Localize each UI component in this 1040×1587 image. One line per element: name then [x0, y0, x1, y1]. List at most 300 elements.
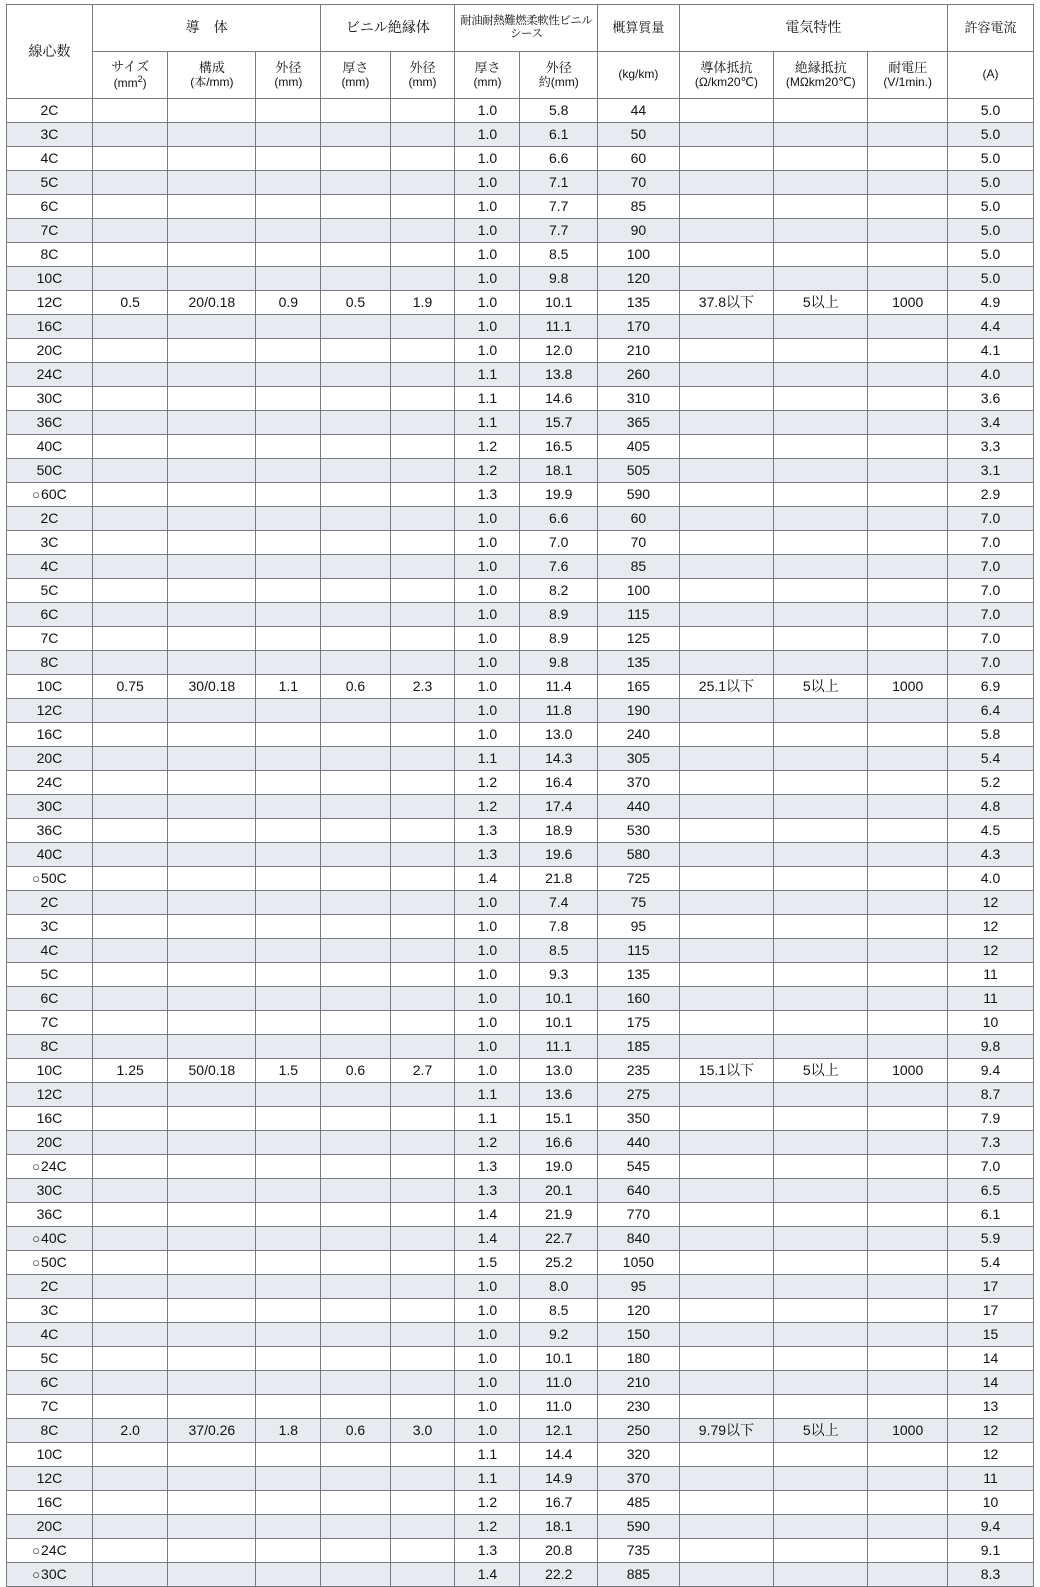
table-row — [7, 1515, 1034, 1539]
cell-sheath-thickness: 1.0 — [455, 579, 520, 603]
cell-sheath-outer-diameter: 21.9 — [520, 1203, 598, 1227]
cell-core-count — [7, 1227, 93, 1251]
cell-conductor-construction — [168, 99, 256, 123]
cell-insulation-resistance — [774, 123, 868, 147]
cell-conductor-construction — [168, 723, 256, 747]
circle-mark-icon: ○ — [32, 1542, 41, 1558]
cell-sheath-thickness: 1.0 — [455, 1323, 520, 1347]
cell-sheath-thickness: 1.0 — [455, 651, 520, 675]
cell-withstand-voltage — [868, 1179, 948, 1203]
cell-sheath-outer-diameter: 6.6 — [520, 147, 598, 171]
core-count-value: 5C — [40, 1349, 59, 1366]
cell-conductor-construction — [168, 1539, 256, 1563]
table-body — [7, 99, 1034, 1587]
cell-insulation-resistance — [774, 1203, 868, 1227]
header-mass-label: 概算質量 — [612, 19, 665, 35]
cell-sheath-outer-diameter: 17.4 — [520, 795, 598, 819]
cell-conductor-construction — [168, 915, 256, 939]
cell-conductor-construction: 37/0.26 — [168, 1419, 256, 1443]
cell-insulation-resistance — [774, 795, 868, 819]
cell-insulation-resistance — [774, 1347, 868, 1371]
header-group-electrical: 電気特性 — [679, 5, 947, 52]
cell-conductor-size — [92, 555, 167, 579]
table-row — [7, 555, 1034, 579]
cell-insulation-thickness — [321, 1491, 390, 1515]
cell-conductor-resistance: 37.8以下 — [679, 291, 773, 315]
cell-conductor-construction: 20/0.18 — [168, 291, 256, 315]
cell-conductor-resistance — [679, 867, 773, 891]
cell-sheath-thickness: 1.0 — [455, 675, 520, 699]
circle-mark-icon: ○ — [32, 1230, 41, 1246]
cell-conductor-size — [92, 771, 167, 795]
cell-conductor-construction: 30/0.18 — [168, 675, 256, 699]
header-size-label: サイズ — [111, 58, 150, 74]
cell-conductor-outer-diameter — [256, 1371, 321, 1395]
header-construction-label: 構成 — [198, 60, 225, 75]
cell-ampacity: 4.5 — [948, 819, 1034, 843]
cell-withstand-voltage — [868, 507, 948, 531]
table-row — [7, 843, 1034, 867]
cell-sheath-thickness: 1.2 — [455, 771, 520, 795]
cell-core-count — [7, 603, 93, 627]
table-row — [7, 699, 1034, 723]
cell-conductor-size — [92, 459, 167, 483]
cell-conductor-construction — [168, 747, 256, 771]
cell-ampacity: 9.1 — [948, 1539, 1034, 1563]
cell-insulation-thickness — [321, 1323, 390, 1347]
cell-insulation-thickness — [321, 603, 390, 627]
cell-insulation-thickness — [321, 459, 390, 483]
cell-conductor-size — [92, 795, 167, 819]
cell-withstand-voltage — [868, 723, 948, 747]
cell-ampacity: 4.8 — [948, 795, 1034, 819]
cell-sheath-outer-diameter: 7.0 — [520, 531, 598, 555]
cell-core-count — [7, 1011, 93, 1035]
cell-insulation-resistance — [774, 1515, 868, 1539]
cell-conductor-outer-diameter — [256, 267, 321, 291]
cell-ampacity: 7.0 — [948, 531, 1034, 555]
cell-conductor-outer-diameter — [256, 1539, 321, 1563]
cell-sheath-thickness: 1.0 — [455, 987, 520, 1011]
cell-conductor-outer-diameter — [256, 747, 321, 771]
cell-conductor-size: 0.5 — [92, 291, 167, 315]
cell-insulation-resistance — [774, 723, 868, 747]
cell-ampacity: 9.4 — [948, 1515, 1034, 1539]
table-row — [7, 459, 1034, 483]
cell-ampacity: 7.3 — [948, 1131, 1034, 1155]
cell-insulation-outer-diameter — [390, 123, 455, 147]
cell-insulation-resistance — [774, 819, 868, 843]
cell-insulation-outer-diameter — [390, 1131, 455, 1155]
cell-insulation-outer-diameter — [390, 1371, 455, 1395]
cell-sheath-thickness: 1.1 — [455, 1107, 520, 1131]
header-mass-unit-cell — [598, 52, 680, 99]
core-count-value: 30C — [36, 1181, 63, 1198]
cell-sheath-thickness: 1.0 — [455, 555, 520, 579]
core-count-value: 36C — [36, 1205, 63, 1222]
cell-conductor-size — [92, 1371, 167, 1395]
cell-ampacity: 14 — [948, 1371, 1034, 1395]
cell-sheath-thickness: 1.0 — [455, 603, 520, 627]
cell-insulation-resistance: 5以上 — [774, 1059, 868, 1083]
cell-insulation-outer-diameter — [390, 1275, 455, 1299]
cell-sheath-thickness: 1.0 — [455, 627, 520, 651]
cell-sheath-outer-diameter: 12.1 — [520, 1419, 598, 1443]
cell-withstand-voltage — [868, 1515, 948, 1539]
core-count-value: 30C — [36, 389, 63, 406]
core-count-value: 20C — [36, 1133, 63, 1150]
core-count-value: 4C — [40, 149, 59, 166]
table-row — [7, 1107, 1034, 1131]
cell-conductor-outer-diameter — [256, 339, 321, 363]
cell-insulation-outer-diameter — [390, 1035, 455, 1059]
cell-sheath-thickness: 1.5 — [455, 1251, 520, 1275]
cell-approx-mass: 440 — [598, 1131, 680, 1155]
cell-conductor-resistance: 9.79以下 — [679, 1419, 773, 1443]
header-conductor-construction — [168, 52, 256, 99]
header-ins-od-unit: (mm) — [408, 74, 437, 89]
cell-conductor-resistance — [679, 1083, 773, 1107]
header-mass-unit: (kg/km) — [618, 67, 659, 82]
core-count-value: 30C — [36, 797, 63, 814]
cell-insulation-outer-diameter — [390, 699, 455, 723]
cell-insulation-thickness — [321, 579, 390, 603]
cell-conductor-resistance — [679, 1179, 773, 1203]
cell-ampacity: 11 — [948, 1467, 1034, 1491]
cell-conductor-outer-diameter — [256, 963, 321, 987]
cell-conductor-outer-diameter — [256, 459, 321, 483]
cell-conductor-resistance — [679, 579, 773, 603]
cell-insulation-resistance — [774, 531, 868, 555]
cell-conductor-outer-diameter — [256, 1131, 321, 1155]
header-conductor-od-label: 外径 — [275, 60, 302, 75]
cell-insulation-resistance — [774, 939, 868, 963]
table-row — [7, 1419, 1034, 1443]
core-count-value: 12C — [36, 1085, 63, 1102]
cell-sheath-outer-diameter: 8.5 — [520, 1299, 598, 1323]
core-count-value: 8C — [40, 653, 59, 670]
cell-approx-mass: 545 — [598, 1155, 680, 1179]
header-sheath-thick-label: 厚さ — [474, 60, 501, 75]
cell-withstand-voltage — [868, 747, 948, 771]
cell-insulation-outer-diameter — [390, 1011, 455, 1035]
cell-withstand-voltage — [868, 555, 948, 579]
cell-insulation-outer-diameter — [390, 459, 455, 483]
core-count-value: 36C — [36, 821, 63, 838]
cell-sheath-thickness: 1.1 — [455, 1083, 520, 1107]
cell-sheath-thickness: 1.0 — [455, 1371, 520, 1395]
header-sheath-od — [520, 52, 598, 99]
cell-conductor-resistance — [679, 267, 773, 291]
cell-insulation-resistance — [774, 579, 868, 603]
cell-insulation-resistance — [774, 987, 868, 1011]
cell-conductor-size — [92, 1203, 167, 1227]
cell-approx-mass: 85 — [598, 195, 680, 219]
cell-conductor-construction — [168, 555, 256, 579]
cell-insulation-resistance — [774, 363, 868, 387]
cell-conductor-outer-diameter — [256, 387, 321, 411]
cell-insulation-resistance — [774, 315, 868, 339]
cell-approx-mass: 350 — [598, 1107, 680, 1131]
core-count-value: 5C — [40, 173, 59, 190]
cell-core-count — [7, 243, 93, 267]
cell-insulation-resistance — [774, 627, 868, 651]
cell-insulation-thickness — [321, 843, 390, 867]
table-row — [7, 1131, 1034, 1155]
table-row — [7, 1251, 1034, 1275]
cell-insulation-thickness — [321, 1035, 390, 1059]
cell-conductor-size — [92, 699, 167, 723]
cell-conductor-construction — [168, 771, 256, 795]
cell-withstand-voltage — [868, 1083, 948, 1107]
cell-approx-mass: 770 — [598, 1203, 680, 1227]
cell-approx-mass: 840 — [598, 1227, 680, 1251]
header-sheath-thick-unit: (mm) — [473, 74, 502, 89]
table-row — [7, 1395, 1034, 1419]
cell-core-count — [7, 531, 93, 555]
cell-insulation-outer-diameter — [390, 1155, 455, 1179]
cell-conductor-outer-diameter — [256, 1011, 321, 1035]
table-row — [7, 747, 1034, 771]
cell-core-count — [7, 1107, 93, 1131]
cell-withstand-voltage — [868, 411, 948, 435]
cell-withstand-voltage — [868, 1299, 948, 1323]
core-count-value: 3C — [40, 917, 59, 934]
cell-conductor-size — [92, 123, 167, 147]
cell-core-count — [7, 1155, 93, 1179]
cell-withstand-voltage — [868, 1371, 948, 1395]
cell-conductor-construction — [168, 459, 256, 483]
cell-conductor-outer-diameter — [256, 1323, 321, 1347]
cell-insulation-outer-diameter — [390, 915, 455, 939]
cell-ampacity: 5.4 — [948, 1251, 1034, 1275]
cell-conductor-size — [92, 1395, 167, 1419]
cell-conductor-resistance — [679, 1371, 773, 1395]
cell-conductor-size — [92, 1563, 167, 1587]
cell-insulation-outer-diameter — [390, 99, 455, 123]
cell-core-count — [7, 747, 93, 771]
cell-conductor-resistance: 15.1以下 — [679, 1059, 773, 1083]
table-row — [7, 291, 1034, 315]
cell-approx-mass: 60 — [598, 147, 680, 171]
cell-insulation-outer-diameter — [390, 1563, 455, 1587]
table-row — [7, 1155, 1034, 1179]
header-conductor-size — [92, 52, 167, 99]
cell-approx-mass: 100 — [598, 243, 680, 267]
cell-ampacity: 5.0 — [948, 99, 1034, 123]
cell-conductor-construction — [168, 363, 256, 387]
cell-approx-mass: 70 — [598, 171, 680, 195]
cell-insulation-resistance — [774, 1107, 868, 1131]
table-row — [7, 1179, 1034, 1203]
core-count-value: 16C — [36, 1109, 63, 1126]
cell-approx-mass: 405 — [598, 435, 680, 459]
cell-withstand-voltage — [868, 147, 948, 171]
cell-ampacity: 9.8 — [948, 1035, 1034, 1059]
core-count-value: 3C — [40, 1301, 59, 1318]
cell-sheath-thickness: 1.0 — [455, 939, 520, 963]
cell-conductor-construction — [168, 483, 256, 507]
cell-conductor-outer-diameter: 1.5 — [256, 1059, 321, 1083]
cell-core-count — [7, 1131, 93, 1155]
cell-approx-mass: 160 — [598, 987, 680, 1011]
cell-conductor-resistance — [679, 627, 773, 651]
cell-conductor-outer-diameter — [256, 243, 321, 267]
cell-conductor-size — [92, 1131, 167, 1155]
core-count-value: 16C — [36, 1493, 63, 1510]
cell-sheath-thickness: 1.0 — [455, 1347, 520, 1371]
cell-sheath-thickness: 1.2 — [455, 1491, 520, 1515]
cell-insulation-thickness — [321, 483, 390, 507]
cell-insulation-outer-diameter — [390, 195, 455, 219]
cell-conductor-size — [92, 531, 167, 555]
cell-sheath-outer-diameter: 6.1 — [520, 123, 598, 147]
cell-conductor-construction — [168, 1371, 256, 1395]
header-insulation-od — [390, 52, 455, 99]
cell-conductor-size — [92, 171, 167, 195]
cell-insulation-thickness — [321, 987, 390, 1011]
cell-conductor-resistance — [679, 1251, 773, 1275]
cell-ampacity: 14 — [948, 1347, 1034, 1371]
cell-sheath-outer-diameter: 20.1 — [520, 1179, 598, 1203]
cell-conductor-construction — [168, 939, 256, 963]
cell-conductor-outer-diameter — [256, 987, 321, 1011]
cell-insulation-thickness — [321, 387, 390, 411]
cell-ampacity: 5.0 — [948, 195, 1034, 219]
cell-sheath-outer-diameter: 9.2 — [520, 1323, 598, 1347]
cell-conductor-construction — [168, 243, 256, 267]
cell-insulation-resistance: 5以上 — [774, 675, 868, 699]
cell-conductor-size: 1.25 — [92, 1059, 167, 1083]
cell-sheath-outer-diameter: 18.9 — [520, 819, 598, 843]
table-row — [7, 1227, 1034, 1251]
cell-insulation-outer-diameter — [390, 819, 455, 843]
cell-sheath-outer-diameter: 7.7 — [520, 195, 598, 219]
cell-sheath-outer-diameter: 14.6 — [520, 387, 598, 411]
cell-sheath-outer-diameter: 15.1 — [520, 1107, 598, 1131]
cell-conductor-size — [92, 1299, 167, 1323]
cell-insulation-thickness — [321, 363, 390, 387]
cell-sheath-outer-diameter: 13.8 — [520, 363, 598, 387]
core-count-value: 50C — [41, 1253, 67, 1270]
cell-insulation-outer-diameter — [390, 963, 455, 987]
cell-withstand-voltage — [868, 771, 948, 795]
table-row — [7, 651, 1034, 675]
cell-conductor-resistance — [679, 1443, 773, 1467]
core-count-value: 2C — [40, 101, 59, 118]
cell-core-count — [7, 1347, 93, 1371]
cell-withstand-voltage — [868, 267, 948, 291]
cell-sheath-thickness: 1.0 — [455, 339, 520, 363]
cell-withstand-voltage — [868, 1155, 948, 1179]
cell-ampacity: 9.4 — [948, 1059, 1034, 1083]
cell-conductor-resistance — [679, 219, 773, 243]
cell-ampacity: 5.4 — [948, 747, 1034, 771]
header-core-count: 線心数 — [7, 5, 93, 99]
cell-conductor-construction — [168, 891, 256, 915]
cell-insulation-outer-diameter — [390, 339, 455, 363]
cell-conductor-construction — [168, 1179, 256, 1203]
table-row — [7, 219, 1034, 243]
cell-insulation-thickness — [321, 1131, 390, 1155]
cell-conductor-construction — [168, 123, 256, 147]
cell-core-count — [7, 579, 93, 603]
table-row — [7, 1011, 1034, 1035]
cell-conductor-outer-diameter — [256, 507, 321, 531]
cell-approx-mass: 190 — [598, 699, 680, 723]
cell-insulation-thickness — [321, 699, 390, 723]
cell-approx-mass: 70 — [598, 531, 680, 555]
cell-conductor-outer-diameter — [256, 1395, 321, 1419]
cell-ampacity: 5.0 — [948, 267, 1034, 291]
cell-insulation-outer-diameter — [390, 867, 455, 891]
table-row — [7, 315, 1034, 339]
cell-insulation-resistance — [774, 459, 868, 483]
cell-core-count — [7, 459, 93, 483]
cell-conductor-resistance — [679, 1035, 773, 1059]
cell-conductor-outer-diameter — [256, 867, 321, 891]
cell-sheath-outer-diameter: 11.4 — [520, 675, 598, 699]
cell-core-count — [7, 1539, 93, 1563]
cell-insulation-thickness — [321, 1011, 390, 1035]
cell-approx-mass: 370 — [598, 771, 680, 795]
cell-insulation-outer-diameter — [390, 1107, 455, 1131]
core-count-value: 12C — [36, 1469, 63, 1486]
cell-conductor-construction: 50/0.18 — [168, 1059, 256, 1083]
table-row — [7, 1035, 1034, 1059]
cell-insulation-outer-diameter — [390, 843, 455, 867]
table-row — [7, 915, 1034, 939]
cell-withstand-voltage: 1000 — [868, 675, 948, 699]
cell-sheath-outer-diameter: 11.0 — [520, 1395, 598, 1419]
cell-core-count — [7, 819, 93, 843]
cell-insulation-outer-diameter — [390, 243, 455, 267]
cell-insulation-outer-diameter — [390, 1203, 455, 1227]
cell-insulation-resistance — [774, 1275, 868, 1299]
cell-sheath-thickness: 1.2 — [455, 1515, 520, 1539]
cell-conductor-size — [92, 963, 167, 987]
cell-insulation-outer-diameter — [390, 987, 455, 1011]
cell-conductor-construction — [168, 1563, 256, 1587]
cell-conductor-size — [92, 1035, 167, 1059]
cell-core-count — [7, 363, 93, 387]
cell-approx-mass: 485 — [598, 1491, 680, 1515]
cell-ampacity: 7.0 — [948, 603, 1034, 627]
cell-sheath-thickness: 1.2 — [455, 795, 520, 819]
cell-sheath-thickness: 1.0 — [455, 963, 520, 987]
cell-insulation-outer-diameter — [390, 315, 455, 339]
cell-conductor-construction — [168, 1323, 256, 1347]
cell-sheath-outer-diameter: 22.2 — [520, 1563, 598, 1587]
cell-conductor-resistance — [679, 387, 773, 411]
cell-conductor-outer-diameter — [256, 1251, 321, 1275]
cell-insulation-outer-diameter — [390, 1083, 455, 1107]
cell-sheath-outer-diameter: 9.8 — [520, 267, 598, 291]
cell-withstand-voltage — [868, 987, 948, 1011]
cell-approx-mass: 125 — [598, 627, 680, 651]
cell-core-count — [7, 1203, 93, 1227]
cell-conductor-construction — [168, 1155, 256, 1179]
cell-approx-mass: 150 — [598, 1323, 680, 1347]
cell-conductor-size — [92, 603, 167, 627]
cell-insulation-resistance — [774, 99, 868, 123]
cell-conductor-size — [92, 507, 167, 531]
cell-conductor-resistance — [679, 123, 773, 147]
cell-sheath-thickness: 1.1 — [455, 1443, 520, 1467]
cell-conductor-size — [92, 387, 167, 411]
cell-conductor-outer-diameter — [256, 1443, 321, 1467]
header-conductor-resistance — [679, 52, 773, 99]
